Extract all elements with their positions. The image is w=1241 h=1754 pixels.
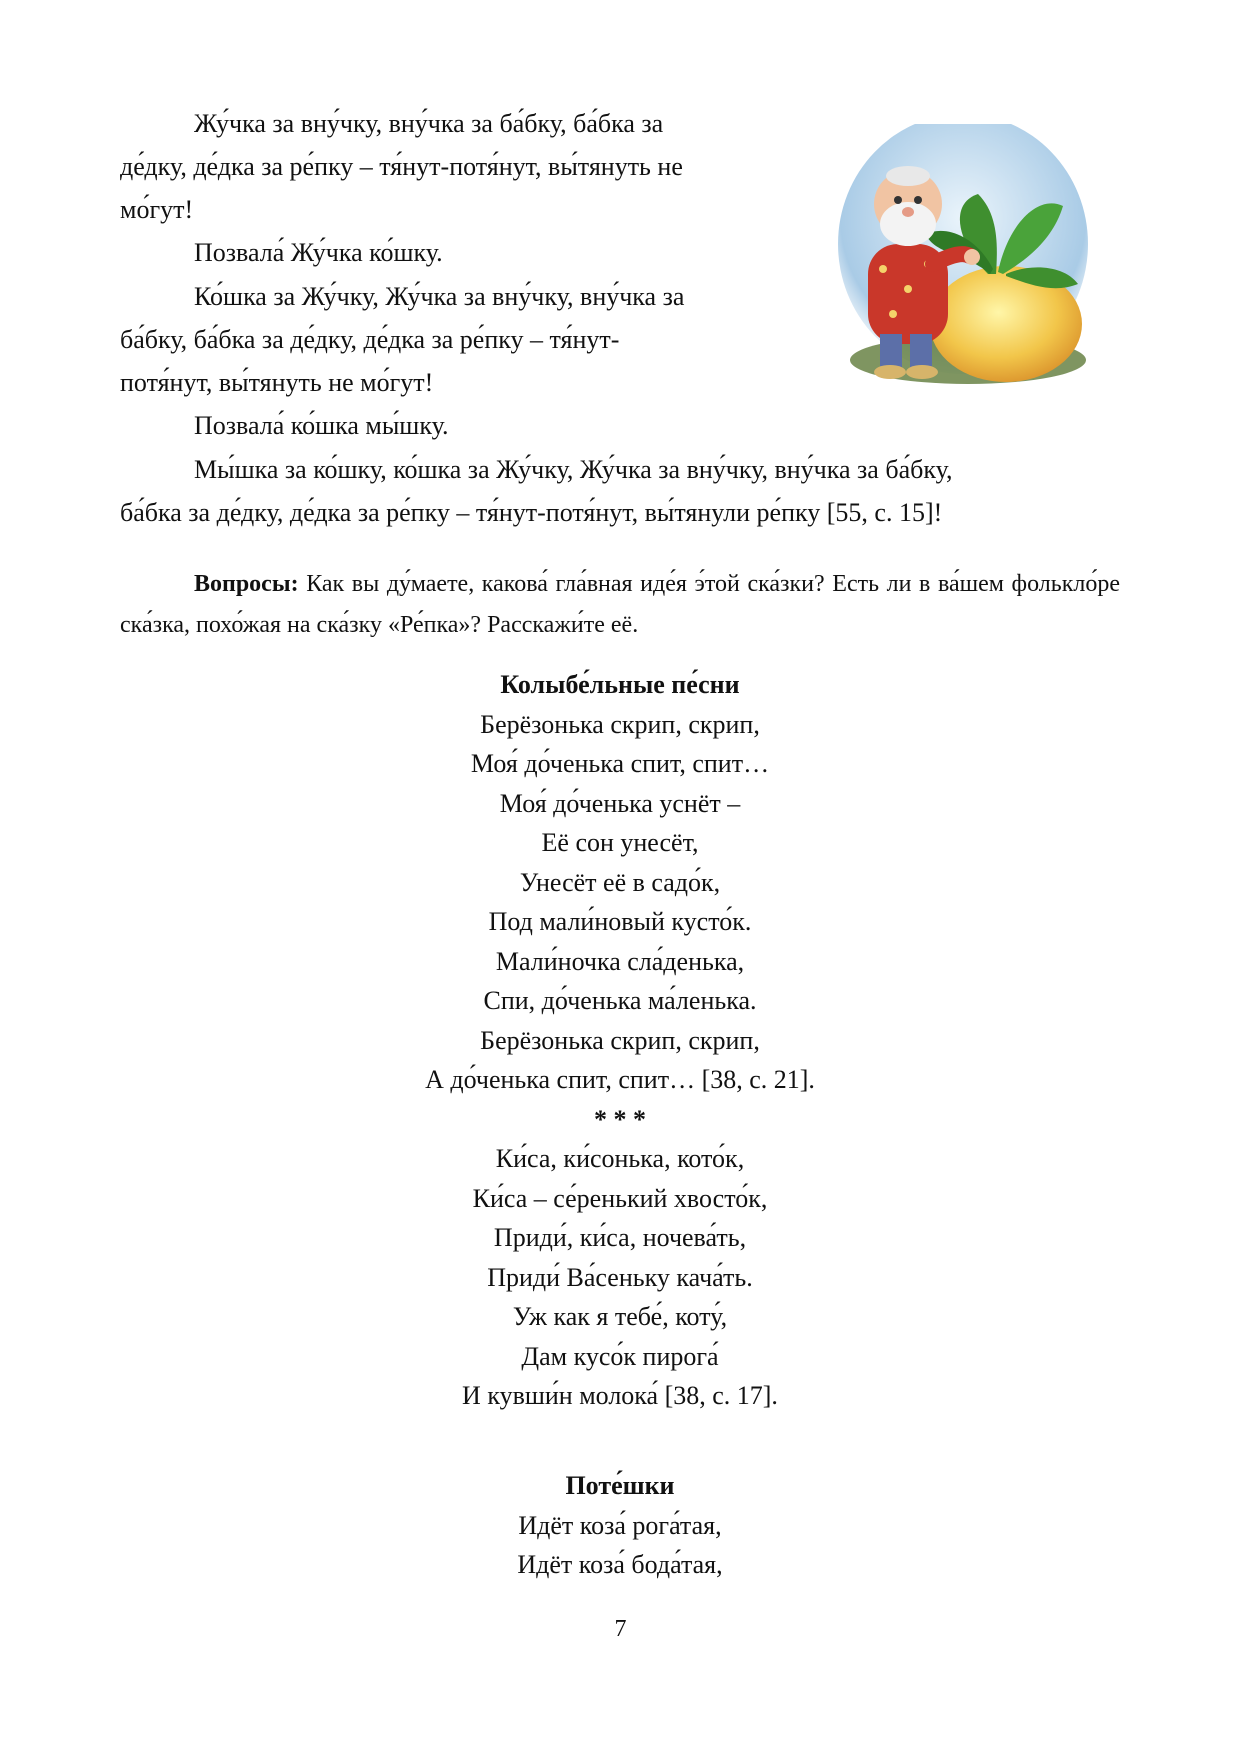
poem-line: Моя́ до́ченька спит, спит… [470,749,770,778]
poem-line: Ки́са, ки́сонька, кото́к, [495,1144,745,1173]
poem-line: Моя́ до́ченька уснёт – [499,788,741,818]
story-paragraph-3 [120,448,1120,534]
story-paragraph-1 [120,102,780,231]
story-paragraph-2 [120,275,780,404]
poem-line: Её сон унесёт, [541,828,699,857]
poem-line: Идёт коза́ бода́тая, [517,1550,723,1579]
poem-line: И кувши́н молока́ [38, с. 17]. [462,1381,778,1410]
poem-line: Под мали́новый кусто́к. [488,907,752,936]
poem-line: Мали́ночка сла́денька, [495,946,745,976]
poem-line: Спи, до́ченька ма́ленька. [483,986,757,1015]
story-called-cat: Позвала́ Жу́чка ко́шку. [194,238,443,267]
story-line: Ко́шка за Жу́чку, Жу́чка за вну́чку, вну́чка за [194,282,685,311]
stanza-separator: * * * [594,1104,646,1134]
story-line: де́дку, де́дка за ре́пку – тя́нут-потя́нут, вы́тянуть не [120,152,683,181]
poteshki-section [120,1466,1120,1585]
section-title: Поте́шки [565,1471,675,1500]
questions-label: Вопросы: [194,571,299,597]
poem-line: Приди́ Ва́сеньку кача́ть. [487,1262,753,1292]
story-line: Жу́чка за вну́чку, вну́чка за ба́бку, ба́бка за [194,109,664,138]
poem-line: Ки́са – се́ренький хвосто́к, [472,1183,768,1213]
questions-paragraph [120,564,1120,646]
story-line: ба́бка за де́дку, де́дка за ре́пку – тя́нут-потя́нут, вы́тянули ре́пку [55, с. 15]! [120,498,943,527]
story-called-mouse: Позвала́ ко́шка мы́шку. [194,411,449,440]
grandfather-turnip-illustration [838,124,1088,388]
questions-text: Как вы ду́маете, какова́ гла́вная иде́я э́той ска́зки? Есть ли в ва́шем фолькло́ре ска́зка, похо́жая на ска́зку «Ре́пка»? Расскажи́те её. [120,571,1121,638]
poem-line: Идёт коза́ рога́тая, [518,1510,722,1540]
poem-line: Дам кусо́к пирога́ [521,1341,719,1371]
story-line: ба́бку, ба́бка за де́дку, де́дка за ре́пку – тя́нут- [120,325,620,354]
section-title: Колыбе́льные пе́сни [500,670,740,699]
poem-line: Унесёт её в садо́к, [519,867,721,897]
lullabies-section [120,665,1120,1416]
story-line: потя́нут, вы́тянуть не мо́гут! [120,368,434,397]
poem-line: Берёзонька скрип, скрип, [480,709,760,739]
poem-line: Берёзонька скрип, скрип, [480,1025,760,1055]
page-number: 7 [614,1616,627,1642]
poem-line: А до́ченька спит, спит… [38, с. 21]. [425,1065,815,1094]
story-line: Мы́шка за ко́шку, ко́шка за Жу́чку, Жу́чка за вну́чку, вну́чка за ба́бку, [194,455,953,484]
poem-line: Уж как я тебе́, коту́, [512,1302,728,1331]
story-line: мо́гут! [120,195,194,224]
poem-line: Приди́, ки́са, ночева́ть, [493,1223,747,1252]
